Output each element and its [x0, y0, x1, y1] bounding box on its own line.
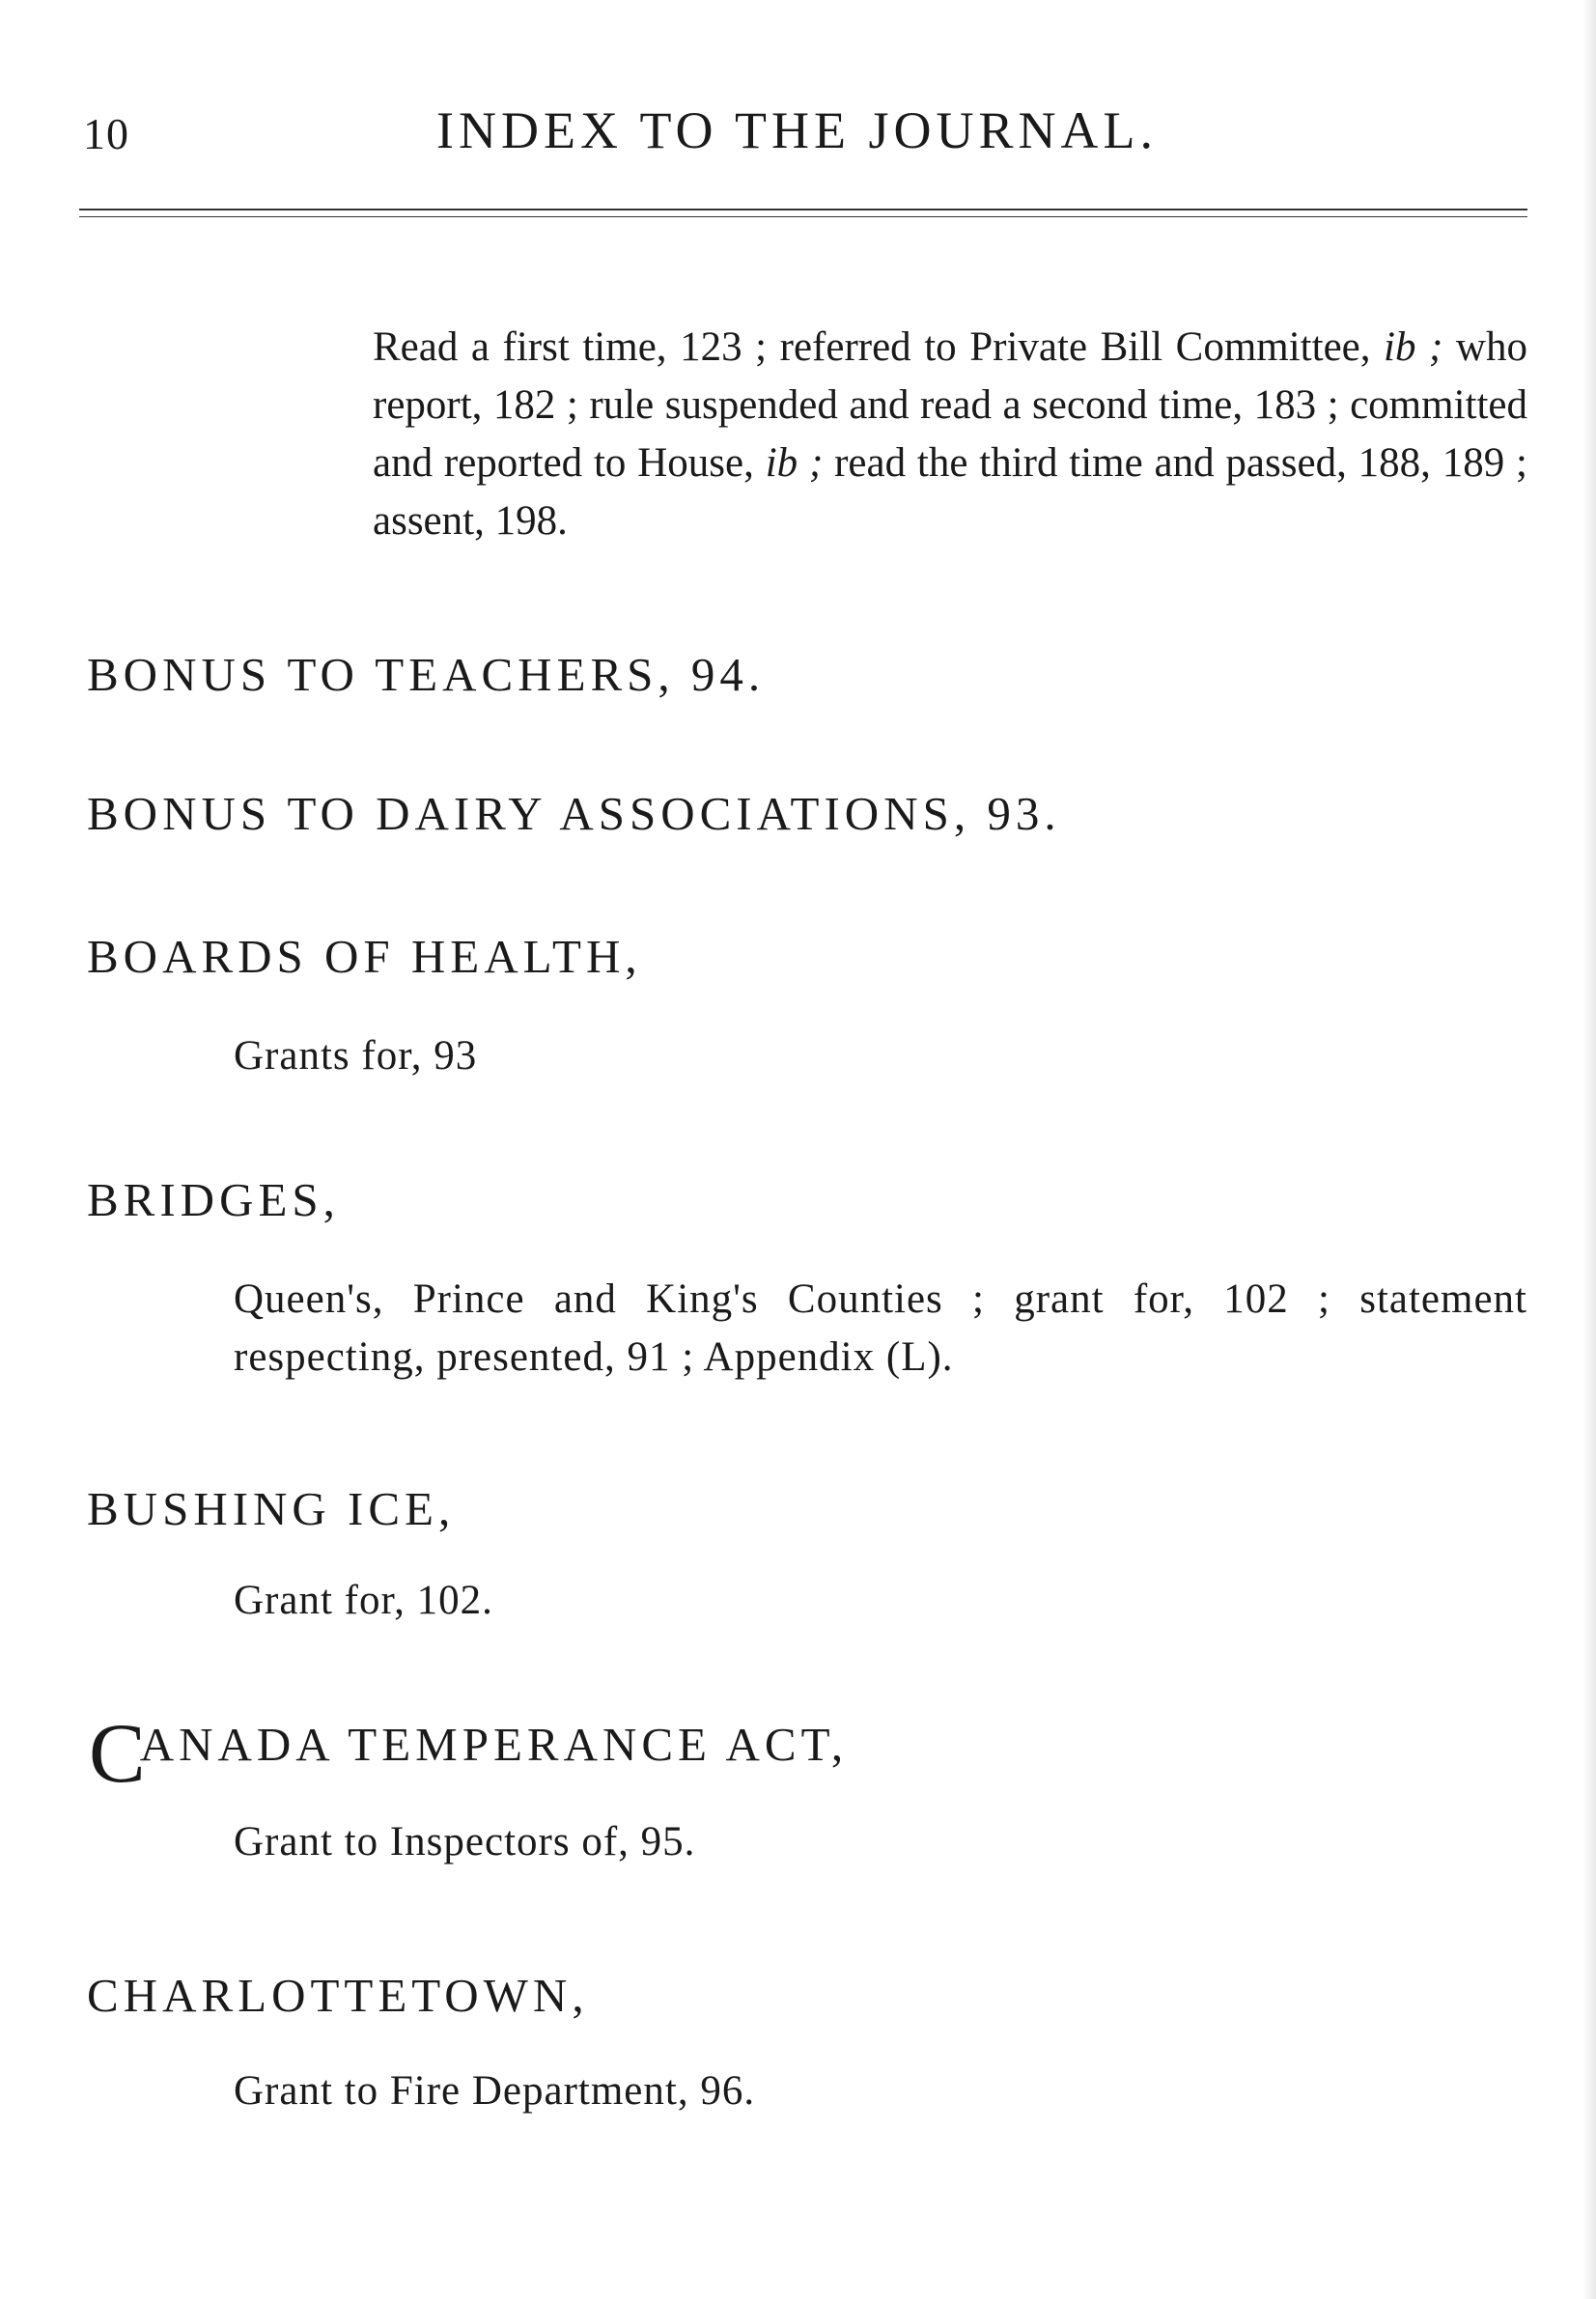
sub-canada-temperance: Grant to Inspectors of, 95.: [234, 1819, 696, 1864]
continuation-text-2: who report, 182 ; rule suspended and read a second time, 183 ; committed and reported to House,: [373, 324, 1527, 486]
heading-bonus-dairy: BONUS TO DAIRY ASSOCIATIONS, 93.: [87, 787, 1061, 840]
continuation-paragraph: [373, 319, 1527, 550]
ibid-2: ib ;: [765, 440, 824, 486]
heading-boards-health: BOARDS OF HEALTH,: [87, 930, 642, 983]
heading-bridges: BRIDGES,: [87, 1173, 340, 1226]
heading-charlottetown: CHARLOTTETOWN,: [87, 1969, 589, 2022]
continuation-text-1: Read a first time, 123 ; referred to Private Bill Committee,: [373, 324, 1385, 370]
continuation-text-3: read the third time and passed, 188, 189 ; assent, 198.: [373, 440, 1527, 544]
heading-bushing-ice: BUSHING ICE,: [87, 1482, 456, 1535]
sub-charlottetown: Grant to Fire Department, 96.: [234, 2068, 756, 2114]
page-number: 10: [83, 109, 129, 158]
heading-canada-temperance-rest: ANADA TEMPERANCE ACT,: [139, 1718, 849, 1771]
page-edge-shadow: [1582, 0, 1596, 2299]
sub-boards-health: Grants for, 93: [234, 1033, 478, 1079]
heading-bonus-teachers: BONUS TO TEACHERS, 94.: [87, 648, 766, 701]
header-rule-bottom: [79, 216, 1527, 217]
running-head: INDEX TO THE JOURNAL.: [436, 101, 1158, 159]
dropcap-c: C: [89, 1707, 146, 1801]
sub-bridges: Queen's, Prince and King's Counties ; grant for, 102 ; statement respecting, presented, 91 ; Appendix (L).: [234, 1276, 1527, 1380]
ibid-1: ib ;: [1384, 324, 1443, 370]
heading-canada-temperance: [89, 1707, 849, 1801]
header-rule-top: [79, 209, 1527, 210]
sub-bushing-ice: Grant for, 102.: [234, 1578, 493, 1623]
